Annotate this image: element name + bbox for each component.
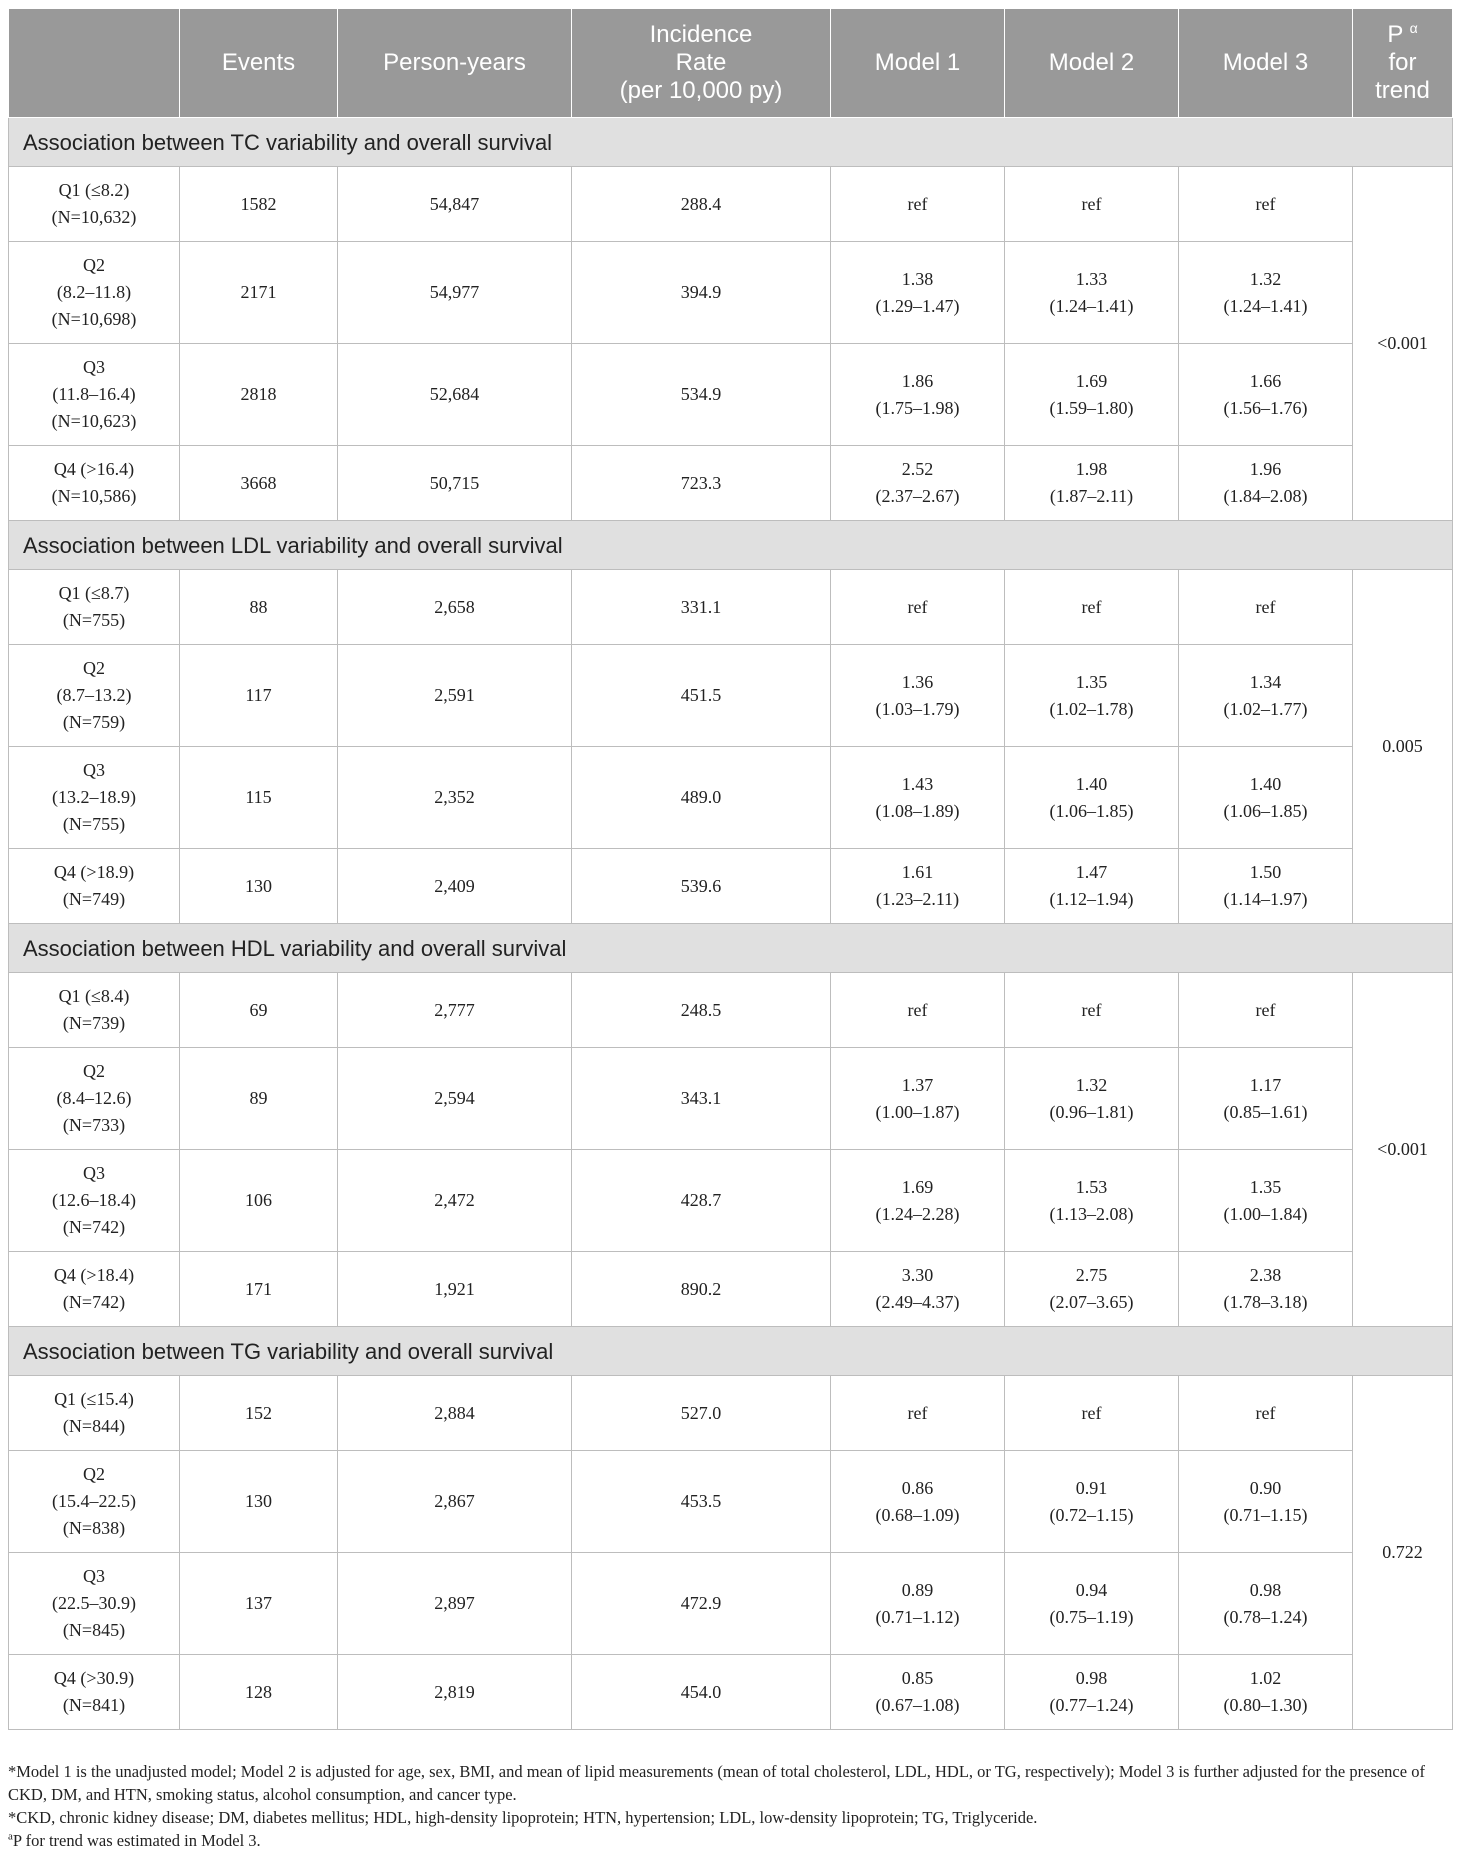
quartile-label — [9, 849, 180, 924]
header-events: Events — [180, 9, 338, 118]
model-3-cell-line: (1.78–3.18) — [1223, 1292, 1308, 1312]
quartile-label-line: Q2 — [83, 1464, 105, 1484]
model-2-cell-line: ref — [1081, 193, 1102, 214]
model-3-cell-line: (1.00–1.84) — [1223, 1203, 1308, 1224]
person-years-cell: 2,594 — [338, 1048, 572, 1150]
model-1-cell-line: (1.08–1.89) — [875, 800, 960, 821]
incidence-rate-cell: 248.5 — [572, 973, 831, 1048]
model-1-cell-line: 0.89 — [901, 1579, 934, 1600]
model-1-cell-line: 2.52 — [901, 459, 934, 479]
table-body — [9, 118, 1453, 1730]
model-1-cell-line: 1.86 — [901, 370, 934, 391]
model-2-cell-line: (0.75–1.19) — [1049, 1606, 1134, 1627]
incidence-rate-cell: 451.5 — [572, 645, 831, 747]
header-p-for-trend — [1353, 9, 1453, 118]
table-row — [9, 1655, 1453, 1730]
model-2-cell-line: (1.87–2.11) — [1049, 486, 1134, 506]
model-3-cell-line: 1.17 — [1249, 1074, 1282, 1095]
quartile-label-line: (11.8–16.4) — [52, 384, 136, 404]
incidence-rate-cell: 489.0 — [572, 747, 831, 849]
model-2-cell-line: 0.94 — [1075, 1579, 1108, 1600]
header-p-line3: trend — [1375, 77, 1430, 104]
model-1-cell-line: ref — [907, 193, 928, 214]
section-title: Association between TG variability and overall survival — [9, 1327, 1453, 1376]
quartile-label-line: (N=10,632) — [51, 207, 137, 227]
quartile-label — [9, 1376, 180, 1451]
model-3-cell-line: (1.84–2.08) — [1223, 486, 1308, 506]
header-incidence-line3: (per 10,000 py) — [619, 77, 783, 104]
model-1-cell — [831, 1150, 1005, 1252]
quartile-label — [9, 1451, 180, 1553]
model-2-cell — [1005, 645, 1179, 747]
model-2-cell — [1005, 344, 1179, 446]
header-person-years: Person-years — [338, 9, 572, 118]
model-2-cell — [1005, 1655, 1179, 1730]
quartile-label — [9, 1150, 180, 1252]
person-years-cell: 2,472 — [338, 1150, 572, 1252]
model-2-cell — [1005, 446, 1179, 521]
results-table — [8, 8, 1453, 1730]
model-3-cell — [1179, 570, 1353, 645]
header-p-alpha: α — [1409, 20, 1418, 36]
footnote-p-trend-text: P for trend was estimated in Model 3. — [12, 1831, 261, 1850]
model-2-cell-line: 1.32 — [1075, 1074, 1108, 1095]
header-p-line1 — [1357, 21, 1448, 49]
section-title: Association between TC variability and overall survival — [9, 118, 1453, 167]
events-cell: 106 — [180, 1150, 338, 1252]
model-1-cell — [831, 167, 1005, 242]
person-years-cell: 2,591 — [338, 645, 572, 747]
model-3-cell — [1179, 1376, 1353, 1451]
model-1-cell-line: (0.67–1.08) — [875, 1695, 960, 1715]
events-cell: 2818 — [180, 344, 338, 446]
model-1-cell — [831, 645, 1005, 747]
incidence-rate-cell: 288.4 — [572, 167, 831, 242]
model-1-cell-line: ref — [907, 999, 928, 1020]
model-2-cell-line: 1.35 — [1075, 671, 1108, 692]
quartile-label-line: (N=749) — [62, 889, 126, 909]
incidence-rate-cell: 527.0 — [572, 1376, 831, 1451]
model-2-cell — [1005, 849, 1179, 924]
header-model-1: Model 1 — [831, 9, 1005, 118]
table-row — [9, 446, 1453, 521]
quartile-label — [9, 1252, 180, 1327]
model-3-cell-line: 1.50 — [1249, 862, 1282, 882]
events-cell: 115 — [180, 747, 338, 849]
model-1-cell — [831, 242, 1005, 344]
model-1-cell-line: (2.49–4.37) — [875, 1292, 960, 1312]
incidence-rate-cell: 472.9 — [572, 1553, 831, 1655]
model-1-cell-line: 1.61 — [901, 862, 934, 882]
footnote-abbreviations: *CKD, chronic kidney disease; DM, diabetes mellitus; HDL, high-density lipoprotein; HTN, hypertension; LDL, low-density lipoprotein; TG, Triglyceride. — [8, 1808, 1038, 1827]
model-1-cell — [831, 1252, 1005, 1327]
table-row — [9, 849, 1453, 924]
quartile-label-line: (15.4–22.5) — [52, 1491, 136, 1511]
table-row — [9, 242, 1453, 344]
model-2-cell-line: 0.98 — [1075, 1668, 1108, 1688]
model-1-cell-line: (1.03–1.79) — [875, 698, 960, 719]
person-years-cell: 54,977 — [338, 242, 572, 344]
model-2-cell-line: 1.40 — [1075, 773, 1108, 794]
header-p-letter: P — [1387, 21, 1403, 48]
footnotes — [8, 1760, 1452, 1852]
model-3-cell — [1179, 446, 1353, 521]
quartile-label-line: (N=742) — [62, 1292, 126, 1312]
person-years-cell: 2,409 — [338, 849, 572, 924]
quartile-label-line: Q3 — [83, 1163, 105, 1183]
model-2-cell-line: 1.53 — [1075, 1176, 1108, 1197]
quartile-label-line: (8.4–12.6) — [56, 1088, 132, 1108]
model-3-cell-line: 0.90 — [1249, 1477, 1282, 1498]
quartile-label-line: (N=755) — [62, 610, 126, 630]
model-3-cell — [1179, 1451, 1353, 1553]
model-2-cell-line: ref — [1081, 1402, 1102, 1423]
model-2-cell-line: 1.69 — [1075, 370, 1108, 391]
quartile-label — [9, 167, 180, 242]
incidence-rate-cell: 394.9 — [572, 242, 831, 344]
p-trend-cell: 0.005 — [1353, 570, 1453, 924]
model-2-cell — [1005, 1048, 1179, 1150]
quartile-label — [9, 1048, 180, 1150]
model-2-cell — [1005, 973, 1179, 1048]
quartile-label-line: (22.5–30.9) — [52, 1593, 136, 1613]
model-3-cell-line: (1.06–1.85) — [1223, 800, 1308, 821]
quartile-label — [9, 973, 180, 1048]
model-2-cell-line: (1.02–1.78) — [1049, 698, 1134, 719]
quartile-label-line: (N=10,623) — [51, 411, 137, 431]
events-cell: 130 — [180, 849, 338, 924]
model-1-cell-line: (0.68–1.09) — [875, 1504, 960, 1525]
quartile-label — [9, 1655, 180, 1730]
events-cell: 152 — [180, 1376, 338, 1451]
quartile-label-line: (8.2–11.8) — [56, 282, 132, 302]
model-3-cell — [1179, 1553, 1353, 1655]
model-3-cell — [1179, 242, 1353, 344]
quartile-label-line: (N=838) — [62, 1518, 126, 1538]
quartile-label-line: (N=755) — [62, 814, 126, 834]
model-2-cell-line: ref — [1081, 999, 1102, 1020]
model-3-cell — [1179, 1252, 1353, 1327]
table-row — [9, 1048, 1453, 1150]
model-2-cell-line: (2.07–3.65) — [1049, 1292, 1134, 1312]
p-trend-cell: <0.001 — [1353, 167, 1453, 521]
person-years-cell: 54,847 — [338, 167, 572, 242]
table-row — [9, 570, 1453, 645]
incidence-rate-cell: 343.1 — [572, 1048, 831, 1150]
quartile-label-line: Q1 (≤15.4) — [54, 1389, 134, 1409]
model-3-cell-line: 1.32 — [1249, 268, 1282, 289]
model-3-cell-line: 1.34 — [1249, 671, 1282, 692]
events-cell: 128 — [180, 1655, 338, 1730]
model-1-cell-line: (1.23–2.11) — [875, 889, 960, 909]
section-row — [9, 521, 1453, 570]
model-2-cell-line: 2.75 — [1075, 1265, 1108, 1285]
quartile-label-line: (N=845) — [62, 1620, 126, 1640]
model-1-cell-line: ref — [907, 596, 928, 617]
quartile-label-line: Q3 — [83, 760, 105, 780]
events-cell: 137 — [180, 1553, 338, 1655]
table-row — [9, 167, 1453, 242]
model-2-cell — [1005, 1252, 1179, 1327]
events-cell: 171 — [180, 1252, 338, 1327]
quartile-label-line: Q2 — [83, 255, 105, 275]
table-row — [9, 645, 1453, 747]
quartile-label-line: Q2 — [83, 1061, 105, 1081]
person-years-cell: 2,897 — [338, 1553, 572, 1655]
header-p-line2: for — [1388, 49, 1417, 76]
model-2-cell — [1005, 1553, 1179, 1655]
events-cell: 117 — [180, 645, 338, 747]
model-3-cell-line: (1.14–1.97) — [1223, 889, 1308, 909]
quartile-label-line: Q4 (>16.4) — [53, 459, 135, 479]
model-2-cell — [1005, 1451, 1179, 1553]
section-row — [9, 1327, 1453, 1376]
model-3-cell — [1179, 1655, 1353, 1730]
events-cell: 89 — [180, 1048, 338, 1150]
model-1-cell-line: 1.37 — [901, 1074, 934, 1095]
quartile-label-line: (N=733) — [62, 1115, 126, 1135]
model-2-cell-line: (1.13–2.08) — [1049, 1203, 1134, 1224]
events-cell: 88 — [180, 570, 338, 645]
quartile-label-line: Q4 (>18.4) — [53, 1265, 135, 1285]
model-2-cell — [1005, 570, 1179, 645]
model-3-cell — [1179, 973, 1353, 1048]
events-cell: 3668 — [180, 446, 338, 521]
table-row — [9, 747, 1453, 849]
quartile-label-line: Q4 (>18.9) — [53, 862, 135, 882]
header-model-2: Model 2 — [1005, 9, 1179, 118]
model-1-cell-line: 1.38 — [901, 268, 934, 289]
model-1-cell — [831, 344, 1005, 446]
person-years-cell: 1,921 — [338, 1252, 572, 1327]
person-years-cell: 2,658 — [338, 570, 572, 645]
quartile-label-line: Q1 (≤8.7) — [58, 583, 130, 603]
model-3-cell-line: 1.96 — [1249, 459, 1282, 479]
table-row — [9, 1252, 1453, 1327]
model-3-cell — [1179, 1150, 1353, 1252]
quartile-label-line: (N=739) — [62, 1013, 126, 1033]
model-1-cell-line: 1.69 — [901, 1176, 934, 1197]
header-row — [9, 9, 1453, 118]
model-2-cell-line: 1.33 — [1075, 268, 1108, 289]
model-1-cell-line: 0.86 — [901, 1477, 934, 1498]
model-2-cell-line: (0.96–1.81) — [1049, 1101, 1134, 1122]
model-3-cell-line: ref — [1255, 596, 1276, 617]
quartile-label-line: (N=10,586) — [51, 486, 137, 506]
header-incidence-line1: Incidence — [649, 21, 753, 48]
header-model-3: Model 3 — [1179, 9, 1353, 118]
person-years-cell: 2,819 — [338, 1655, 572, 1730]
footnote-p-trend — [8, 1829, 1452, 1852]
model-2-cell — [1005, 167, 1179, 242]
incidence-rate-cell: 453.5 — [572, 1451, 831, 1553]
model-2-cell-line: 1.98 — [1075, 459, 1108, 479]
model-1-cell-line: (1.00–1.87) — [875, 1101, 960, 1122]
model-1-cell-line: (0.71–1.12) — [875, 1606, 960, 1627]
model-1-cell — [831, 747, 1005, 849]
footnote-models: *Model 1 is the unadjusted model; Model 2 is adjusted for age, sex, BMI, and mean of lipid measurements (mean of total cholesterol, LDL, HDL, or TG, respectively); Model 3 is further adjusted for the presence of CKD, DM, and HTN, smoking status, alcohol consumption, and cancer type. — [8, 1762, 1425, 1804]
quartile-label-line: Q2 — [83, 658, 105, 678]
table-row — [9, 1451, 1453, 1553]
table-row — [9, 973, 1453, 1048]
section-title: Association between HDL variability and overall survival — [9, 924, 1453, 973]
model-3-cell-line: ref — [1255, 1402, 1276, 1423]
incidence-rate-cell: 428.7 — [572, 1150, 831, 1252]
model-3-cell-line: 1.40 — [1249, 773, 1282, 794]
model-3-cell-line: (0.80–1.30) — [1223, 1695, 1308, 1715]
quartile-label-line: (N=841) — [62, 1695, 126, 1715]
header-incidence-rate — [572, 9, 831, 118]
header-blank — [9, 9, 180, 118]
quartile-label-line: (8.7–13.2) — [56, 685, 132, 705]
model-3-cell-line: (0.85–1.61) — [1223, 1101, 1308, 1122]
table-row — [9, 1376, 1453, 1451]
model-2-cell-line: (1.06–1.85) — [1049, 800, 1134, 821]
model-1-cell-line: 1.36 — [901, 671, 934, 692]
events-cell: 1582 — [180, 167, 338, 242]
quartile-label — [9, 747, 180, 849]
quartile-label-line: (N=759) — [62, 712, 126, 732]
model-3-cell-line: (0.78–1.24) — [1223, 1606, 1308, 1627]
person-years-cell: 50,715 — [338, 446, 572, 521]
quartile-label-line: Q3 — [83, 1566, 105, 1586]
model-3-cell-line: ref — [1255, 193, 1276, 214]
person-years-cell: 2,884 — [338, 1376, 572, 1451]
quartile-label — [9, 570, 180, 645]
model-1-cell-line: (1.75–1.98) — [875, 397, 960, 418]
quartile-label — [9, 1553, 180, 1655]
model-1-cell-line: ref — [907, 1402, 928, 1423]
table-row — [9, 1553, 1453, 1655]
quartile-label-line: (13.2–18.9) — [52, 787, 136, 807]
model-3-cell-line: (1.24–1.41) — [1223, 295, 1308, 316]
person-years-cell: 2,352 — [338, 747, 572, 849]
model-1-cell — [831, 1553, 1005, 1655]
model-2-cell — [1005, 747, 1179, 849]
model-2-cell-line: ref — [1081, 596, 1102, 617]
model-3-cell-line: (1.02–1.77) — [1223, 698, 1308, 719]
quartile-label-line: Q1 (≤8.4) — [58, 986, 130, 1006]
model-3-cell-line: 1.35 — [1249, 1176, 1282, 1197]
quartile-label — [9, 446, 180, 521]
quartile-label-line: (12.6–18.4) — [52, 1190, 136, 1210]
quartile-label-line: Q4 (>30.9) — [53, 1668, 135, 1688]
incidence-rate-cell: 454.0 — [572, 1655, 831, 1730]
person-years-cell: 2,777 — [338, 973, 572, 1048]
events-cell: 130 — [180, 1451, 338, 1553]
model-3-cell-line: 2.38 — [1249, 1265, 1282, 1285]
quartile-label-line: (N=10,698) — [51, 309, 137, 329]
person-years-cell: 2,867 — [338, 1451, 572, 1553]
quartile-label-line: (N=742) — [62, 1217, 126, 1237]
model-3-cell-line: 1.02 — [1249, 1668, 1282, 1688]
model-2-cell — [1005, 1150, 1179, 1252]
model-2-cell-line: 1.47 — [1075, 862, 1108, 882]
model-1-cell-line: 0.85 — [901, 1668, 934, 1688]
model-2-cell — [1005, 242, 1179, 344]
model-1-cell-line: (1.29–1.47) — [875, 295, 960, 316]
table-row — [9, 1150, 1453, 1252]
model-2-cell — [1005, 1376, 1179, 1451]
section-row — [9, 924, 1453, 973]
model-3-cell — [1179, 1048, 1353, 1150]
results-table-container — [8, 8, 1452, 1730]
person-years-cell: 52,684 — [338, 344, 572, 446]
events-cell: 2171 — [180, 242, 338, 344]
incidence-rate-cell: 331.1 — [572, 570, 831, 645]
model-3-cell — [1179, 167, 1353, 242]
model-1-cell — [831, 973, 1005, 1048]
quartile-label-line: Q1 (≤8.2) — [58, 180, 130, 200]
model-1-cell — [831, 1451, 1005, 1553]
model-3-cell — [1179, 645, 1353, 747]
model-1-cell — [831, 1048, 1005, 1150]
events-cell: 69 — [180, 973, 338, 1048]
footnote-mark: a — [8, 1830, 13, 1843]
model-3-cell-line: 0.98 — [1249, 1579, 1282, 1600]
incidence-rate-cell: 890.2 — [572, 1252, 831, 1327]
model-2-cell-line: 0.91 — [1075, 1477, 1108, 1498]
model-1-cell-line: 3.30 — [901, 1265, 934, 1285]
quartile-label — [9, 242, 180, 344]
quartile-label — [9, 645, 180, 747]
incidence-rate-cell: 534.9 — [572, 344, 831, 446]
model-3-cell — [1179, 849, 1353, 924]
p-trend-cell: <0.001 — [1353, 973, 1453, 1327]
model-1-cell-line: (1.24–2.28) — [875, 1203, 960, 1224]
model-3-cell — [1179, 747, 1353, 849]
model-3-cell-line: (1.56–1.76) — [1223, 397, 1308, 418]
model-1-cell — [831, 446, 1005, 521]
quartile-label-line: (N=844) — [62, 1416, 126, 1436]
model-1-cell — [831, 570, 1005, 645]
section-row — [9, 118, 1453, 167]
model-3-cell-line: (0.71–1.15) — [1223, 1504, 1308, 1525]
model-2-cell-line: (1.12–1.94) — [1049, 889, 1134, 909]
incidence-rate-cell: 723.3 — [572, 446, 831, 521]
table-row — [9, 344, 1453, 446]
model-1-cell — [831, 849, 1005, 924]
model-1-cell-line: (2.37–2.67) — [875, 486, 960, 506]
model-1-cell-line: 1.43 — [901, 773, 934, 794]
model-3-cell — [1179, 344, 1353, 446]
model-1-cell — [831, 1376, 1005, 1451]
model-2-cell-line: (1.24–1.41) — [1049, 295, 1134, 316]
header-incidence-line2: Rate — [675, 49, 727, 76]
model-2-cell-line: (1.59–1.80) — [1049, 397, 1134, 418]
section-title: Association between LDL variability and overall survival — [9, 521, 1453, 570]
quartile-label — [9, 344, 180, 446]
model-2-cell-line: (0.72–1.15) — [1049, 1504, 1134, 1525]
model-2-cell-line: (0.77–1.24) — [1049, 1695, 1134, 1715]
model-3-cell-line: 1.66 — [1249, 370, 1282, 391]
quartile-label-line: Q3 — [83, 357, 105, 377]
model-3-cell-line: ref — [1255, 999, 1276, 1020]
incidence-rate-cell: 539.6 — [572, 849, 831, 924]
model-1-cell — [831, 1655, 1005, 1730]
p-trend-cell: 0.722 — [1353, 1376, 1453, 1730]
